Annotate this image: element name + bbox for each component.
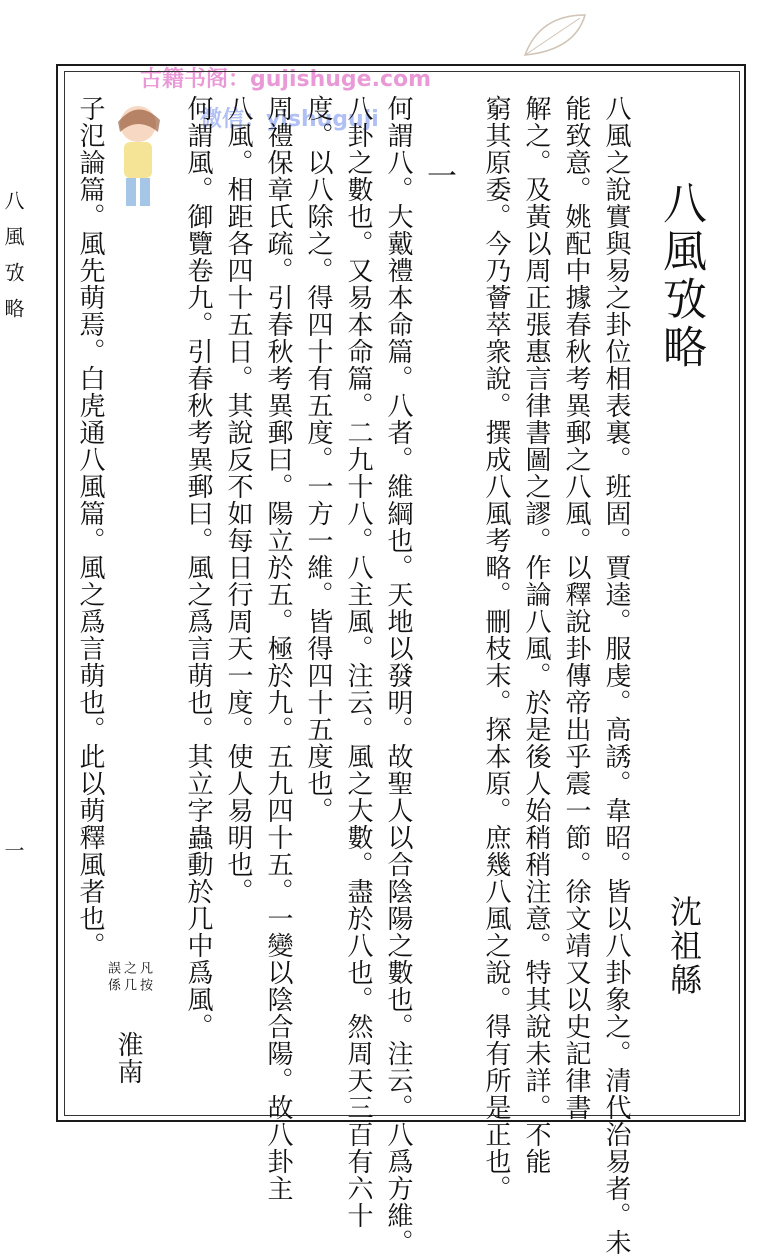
annotation-note-line-1: 凡按	[137, 961, 152, 995]
text-column-5: 何謂八。大戴禮本命篇。八者。維綱也。天地以發明。故聖人以合陰陽之數也。注云。八爲方維。	[383, 95, 413, 1256]
watermark-site-text: 古籍书阁：gujishuge.com	[140, 67, 432, 92]
margin-book-title: 八風攷略	[1, 190, 25, 334]
margin-page-number: 一	[1, 840, 25, 860]
text-column-3: 解之。及黃以周正張惠言律書圖之謬。作論八風。於是後人始稍稍注意。特其說未詳。不能	[521, 95, 551, 1175]
text-column-4: 窮其原委。今乃薈萃衆說。撰成八風考略。刪枝末。探本原。庶幾八風之說。得有所是正也。	[481, 95, 511, 1202]
text-column-9: 八風。相距各四十五日。其說反不如每日行周天一度。使人易明也。	[223, 95, 253, 905]
section-number: 一	[421, 160, 456, 191]
text-column-1: 八風之說實與易之卦位相表裏。班固。賈逵。服虔。高誘。韋昭。皆以八卦象之。清代治易者。未	[601, 95, 631, 1256]
text-column-6: 八卦之數也。又易本命篇。二九十八。八主風。注云。風之大數。盡於八也。然周天三百有六十	[343, 95, 373, 1229]
text-column-10: 何謂風。御覽卷九。引春秋考異郵曰。風之爲言萌也。其立字蟲動於几中爲風。	[183, 95, 213, 1040]
annotation-note-line-2: 之几	[121, 961, 136, 995]
leaf-icon	[520, 10, 590, 60]
watermark-wechat-text: 微信：yishuguji	[200, 107, 379, 132]
text-column-7: 度。以八除之。得四十有五度。一方一維。皆得四十五度也。	[303, 95, 333, 824]
text-column-8: 周禮保章氏疏。引春秋考異郵曰。陽立於五。極於九。五九四十五。一變以陰合陽。故八卦主	[263, 95, 293, 1202]
annotation-note-line-3: 誤係	[105, 961, 120, 995]
page-title: 八風攷略	[655, 180, 706, 372]
text-column-11: 子氾論篇。風先萌焉。白虎通八風篇。風之爲言萌也。此以萌釋風者也。	[75, 95, 105, 959]
text-column-2: 能致意。姚配中據春秋考異郵之八風。以釋說卦傳帝出乎震一節。徐文靖又以史記律書	[561, 95, 591, 1121]
author-name: 沈祖緜	[665, 895, 703, 997]
text-column-10-continuation: 淮南	[113, 1031, 143, 1085]
